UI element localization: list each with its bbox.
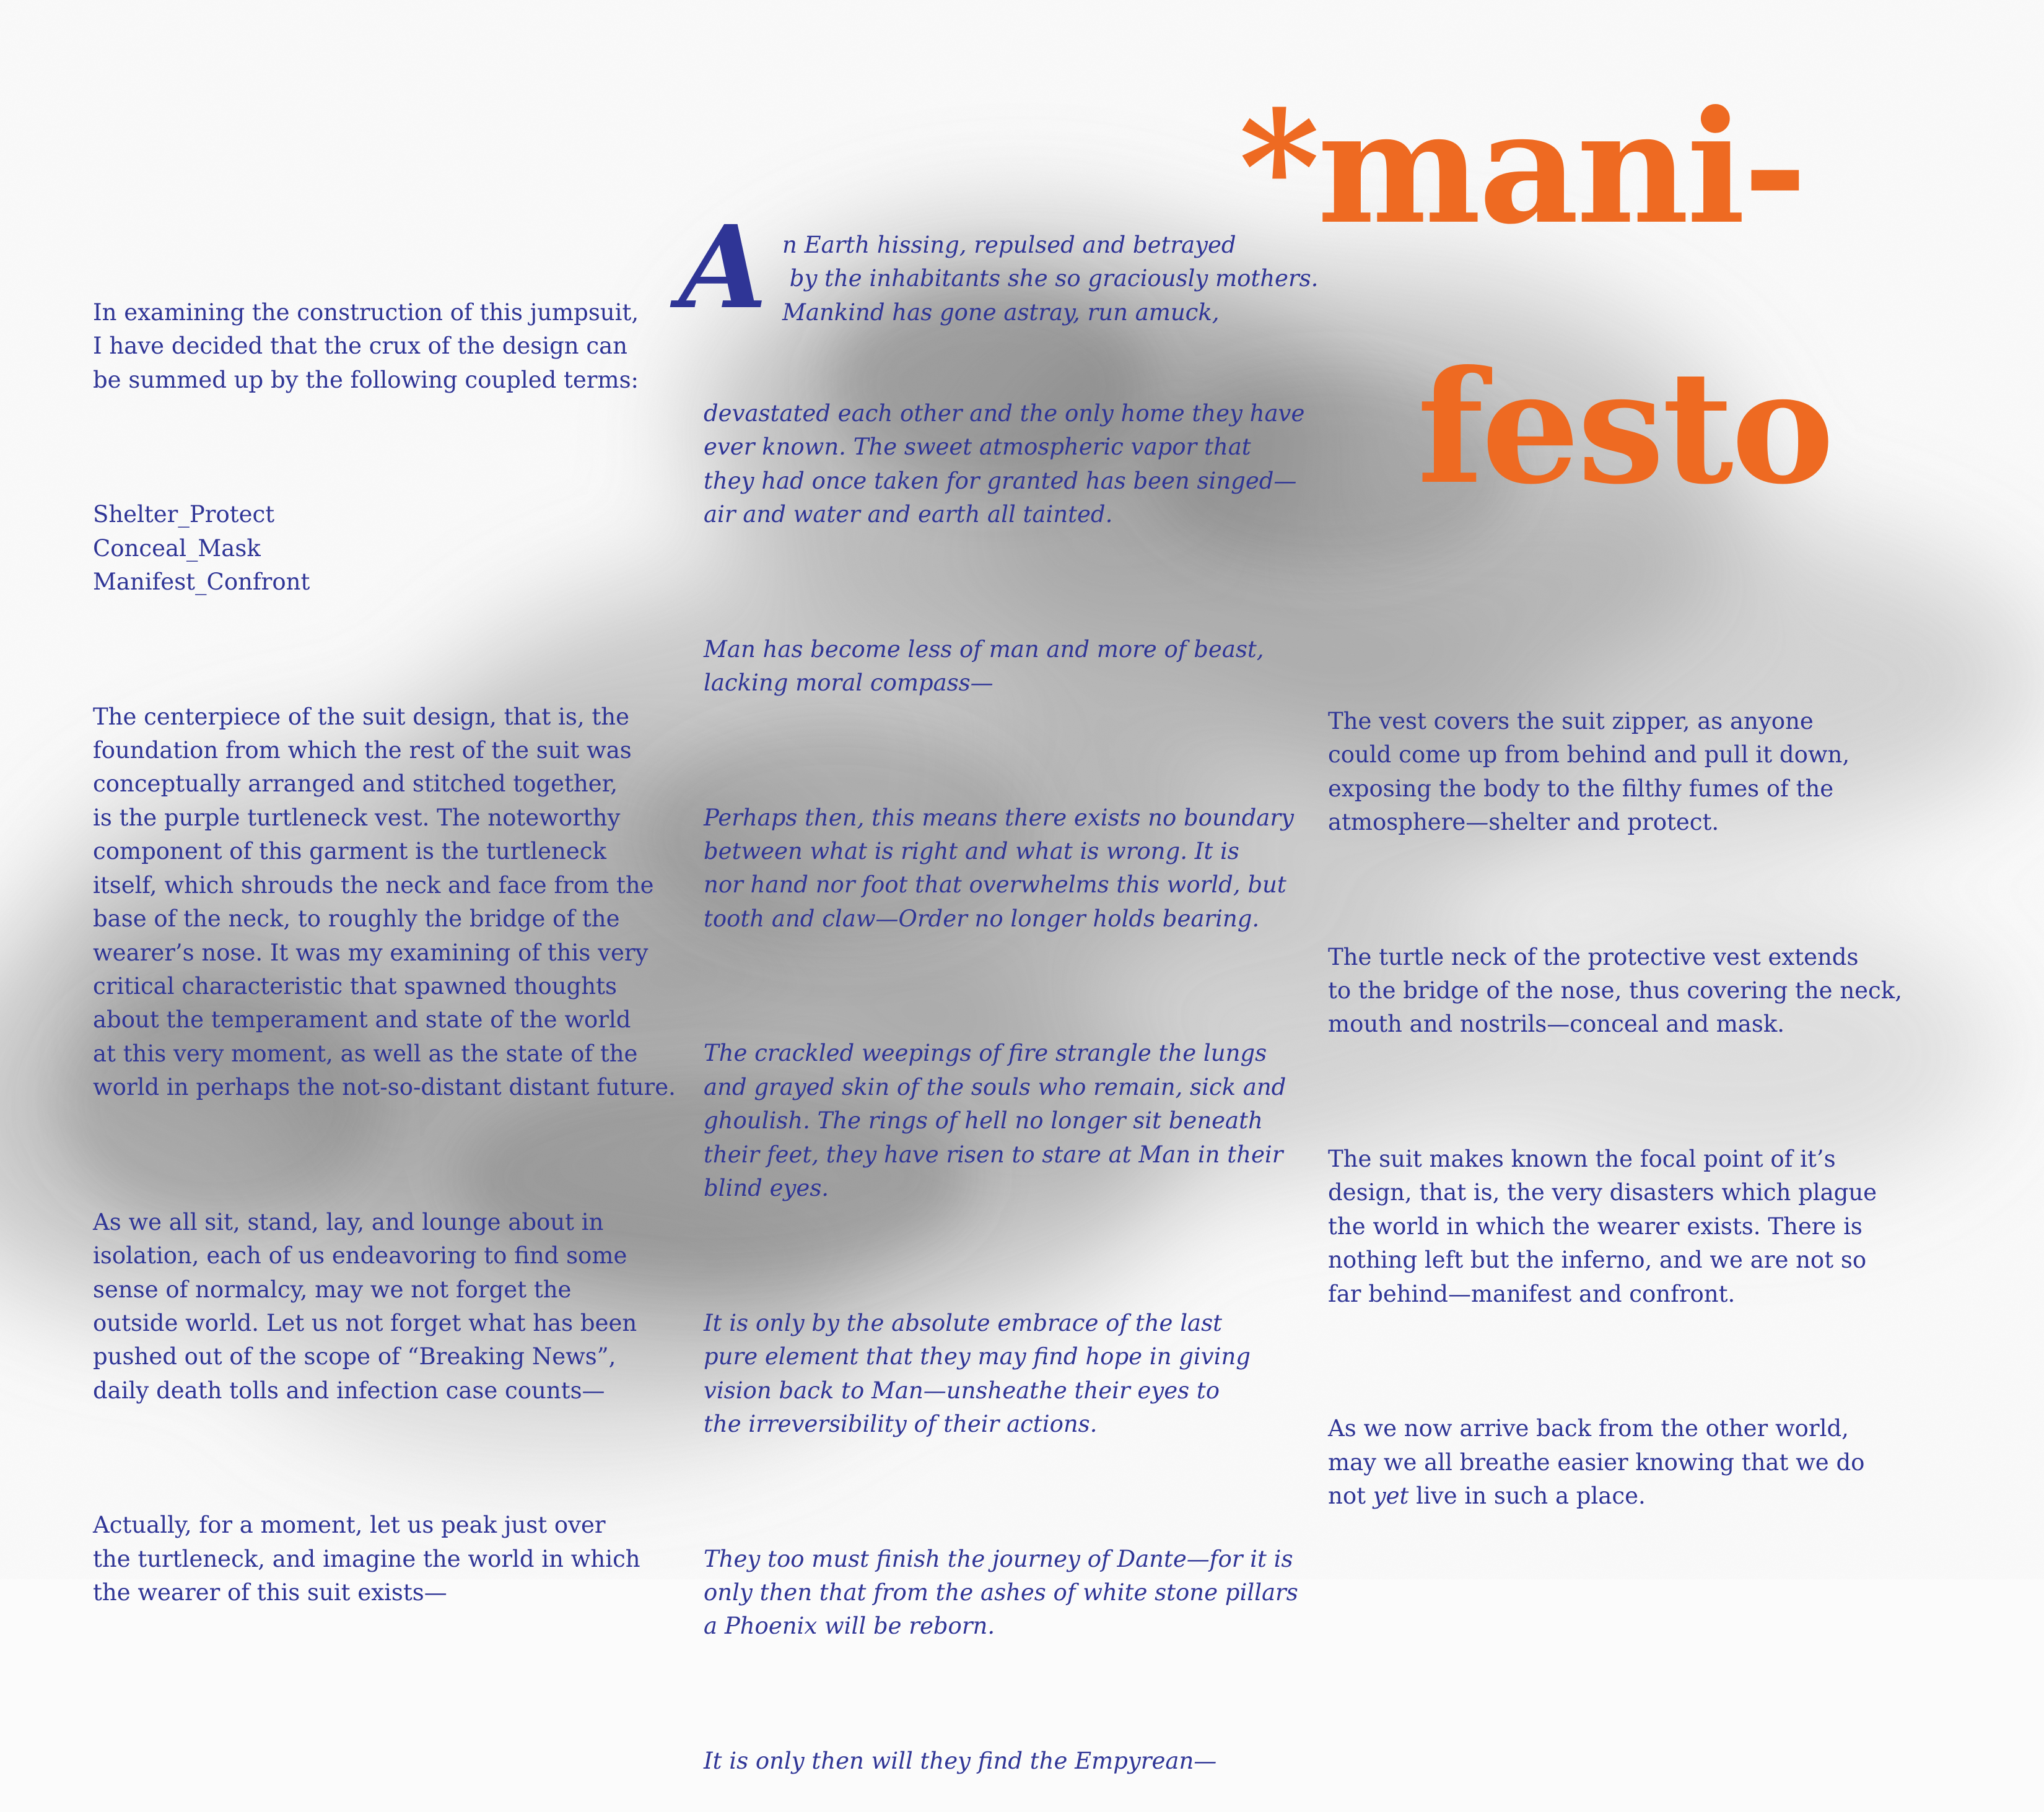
left-paragraph-isolation: As we all sit, stand, lay, and lounge about in isolation, each of us endeavoring to find some sense of normalcy, may we not forget the outside world. Let us not forget what has been pushed out of the scope of “Breaking News”, daily death tolls and infection case counts— [93,1208,637,1404]
right-paragraph-focal-point: The suit makes known the focal point of it’s design, that is, the very disasters which plague the world in which the wearer exists. There is nothing left but the inferno, and we are not so far behind—manifest and confront. [1328,1146,1877,1307]
closing-text-start: As we now arrive back from the other world, may we all breathe easier knowing that we do not [1328,1415,1865,1510]
middle-paragraph-fire: The crackled weepings of fire strangle the lungs and grayed skin of the souls who remain, sick and ghoulish. The rings of hell no longer sit beneath their feet, they have risen to stare at Man in their blind eyes. [704,1040,1286,1202]
closing-emphasis: yet [1373,1483,1409,1510]
right-paragraph-turtleneck: The turtle neck of the protective vest extends to the bridge of the nose, thus covering the neck, mouth and nostrils—conceal and mask. [1328,943,1902,1038]
left-paragraph-intro: In examining the construction of this jumpsuit, I have decided that the crux of the design can be summed up by the following coupled terms: [93,298,639,393]
left-text-column [93,229,676,1644]
middle-paragraph-embrace: It is only by the absolute embrace of the last pure element that they may find hope in giving vision back to Man—unsheathe their eyes to the irreversibility of their actions. [704,1309,1251,1437]
left-paragraph-centerpiece: The centerpiece of the suit design, that is, the foundation from which the rest of the suit was conceptually arranged and stitched together, is the purple turtleneck vest. The noteworthy component of this garment is the turtleneck itself, which shrouds the neck and face from the base of the neck, to roughly the bridge of the wearer’s nose. It was my examining of this very critical characteristic that spawned thoughts about the temperament and state of the world at this very moment, as well as the state of the world in perhaps the not-so-distant distant future. [93,703,676,1101]
right-paragraph-vest: The vest covers the suit zipper, as anyone could come up from behind and pull it down, exposing the body to the filthy fumes of the atmosphere—shelter and protect. [1328,707,1850,836]
right-text-column [1328,637,1902,1547]
middle-paragraph-boundary: Perhaps then, this means there exists no boundary between what is right and what is wrong. It is nor hand nor foot that overwhelms this world, but tooth and claw—Order no longer holds bearing. [704,804,1294,932]
middle-paragraph-beast: Man has become less of man and more of beast, lacking moral compass— [704,635,1264,697]
closing-text-end: live in such a place. [1409,1483,1646,1510]
right-paragraph-closing [1328,1412,1902,1513]
left-paragraph-terms: Shelter_Protect Conceal_Mask Manifest_Confront [93,501,310,596]
title-line-2: festo [1417,336,1832,518]
left-paragraph-peak: Actually, for a moment, let us peak just over the turtleneck, and imagine the world in which the wearer of this suit exists— [93,1512,640,1606]
title-line-1: *mani- [1239,76,1805,258]
middle-text-column [704,329,1304,1812]
middle-paragraph-empyrean: It is only then will they find the Empyrean— [704,1747,1217,1774]
drop-cap: A [679,201,767,334]
middle-paragraph-dante: They too must finish the journey of Dante—for it is only then that from the ashes of white stone pillars a Phoenix will be reborn. [704,1545,1298,1640]
middle-paragraph-devastated: devastated each other and the only home they have ever known. The sweet atmospheric vapor that they had once taken for granted has been singed— air and water and earth all tainted. [704,399,1305,528]
middle-opening-lines: n Earth hissing, repulsed and betrayed by the inhabitants she so graciously mothers. Mankind has gone astray, run amuck, [782,232,1319,326]
